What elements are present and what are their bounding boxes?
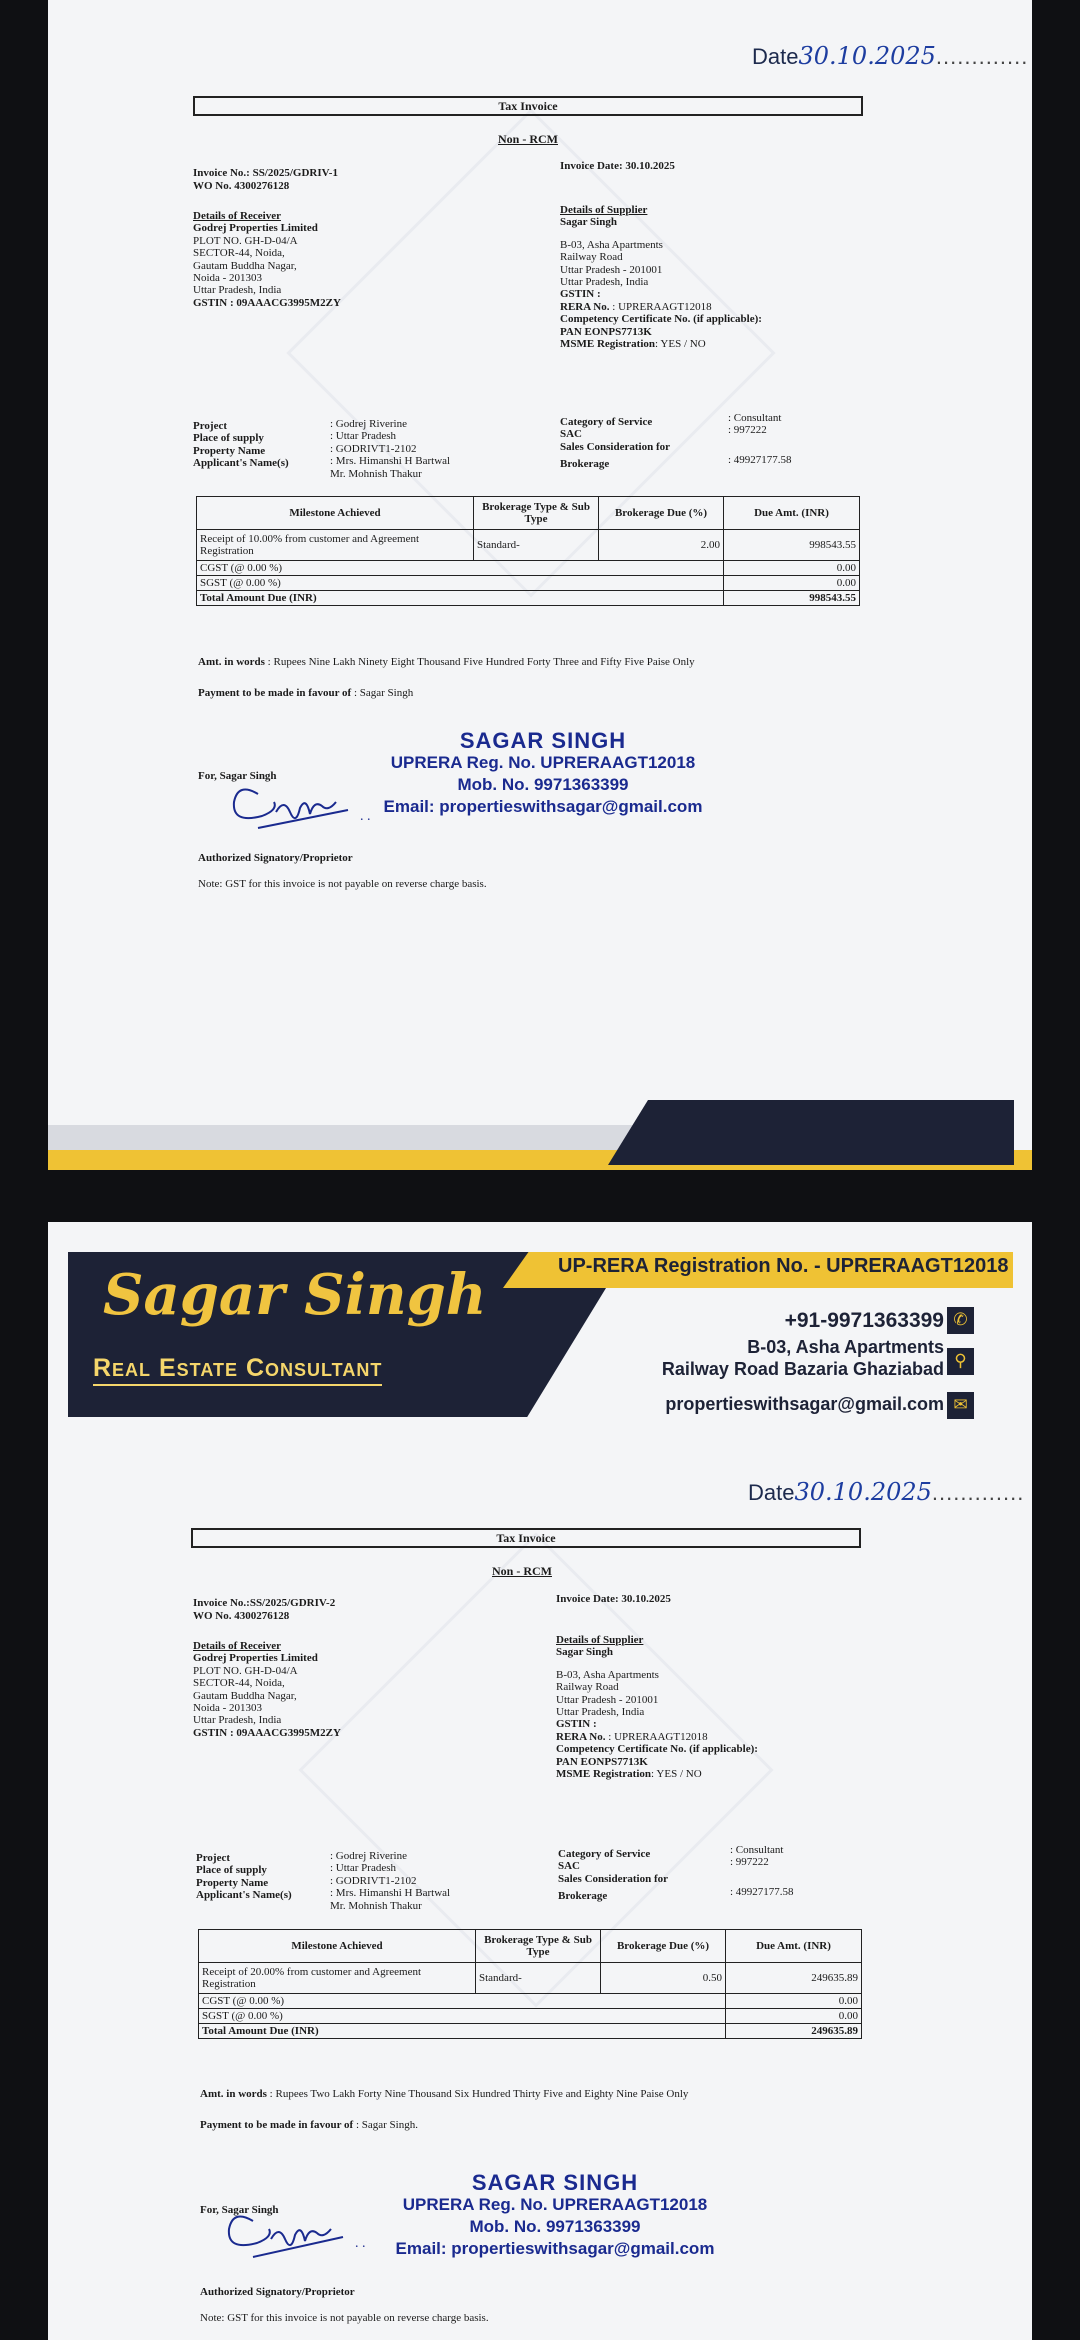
rera-banner-text: UP-RERA Registration No. - UPRERAAGT12018 xyxy=(558,1255,1009,1277)
brokerage-value: : 49927177.58 xyxy=(730,1885,794,1898)
project-labels xyxy=(196,1852,292,1902)
contact-address-1: B-03, Asha Apartments xyxy=(747,1337,944,1357)
place-of-supply-value: : Uttar Pradesh xyxy=(330,1862,396,1875)
supplier-line: B-03, Asha Apartments xyxy=(560,238,663,251)
handwritten-date: 30.10.2025 xyxy=(794,1478,932,1506)
sac-label: SAC xyxy=(558,1860,581,1873)
signature-stamp xyxy=(348,730,738,818)
table-row xyxy=(199,1963,862,1994)
invoice-page-2 xyxy=(48,1222,1032,2340)
place-of-supply-value: : Uttar Pradesh xyxy=(330,430,396,443)
receiver-line: PLOT NO. GH-D-04/A xyxy=(193,1664,298,1677)
signature-stamp xyxy=(360,2172,750,2260)
wo-number: WO No. 4300276128 xyxy=(193,1610,290,1622)
brokerage-value: : 49927177.58 xyxy=(728,453,792,466)
project-labels xyxy=(193,420,289,470)
supplier-heading: Details of Supplier xyxy=(560,204,648,216)
supplier-heading: Details of Supplier xyxy=(556,1634,644,1646)
table-header-row xyxy=(199,1930,862,1963)
pan-number: PAN EONPS7713K xyxy=(556,1755,648,1768)
rera-number: RERA No. : UPRERAAGT12018 xyxy=(556,1730,708,1743)
stamp-name: SAGAR SINGH xyxy=(471,2170,639,2195)
receiver-heading: Details of Receiver xyxy=(193,210,281,222)
project-value: : Godrej Riverine xyxy=(330,418,407,430)
brokerage-pct-cell: 2.00 xyxy=(599,530,724,561)
sgst-value: 0.00 xyxy=(726,2009,862,2024)
service-labels xyxy=(560,416,670,471)
project-label: Project xyxy=(196,1852,230,1864)
invoice-subtitle: Non - RCM xyxy=(492,1564,552,1578)
brokerage-label: Brokerage xyxy=(560,458,610,471)
supplier-block xyxy=(560,204,762,350)
place-of-supply-label: Place of supply xyxy=(196,1864,267,1877)
for-label: For, Sagar Singh xyxy=(200,2204,279,2216)
receiver-line: SECTOR-44, Noida, xyxy=(193,247,285,260)
milestone-table xyxy=(198,1929,862,2039)
svg-text:. .: . . xyxy=(355,2236,366,2251)
total-value: 998543.55 xyxy=(724,591,860,606)
supplier-gstin: GSTIN : xyxy=(560,288,601,301)
category-label: Category of Service xyxy=(558,1848,651,1860)
sac-value: : 997222 xyxy=(730,1856,769,1869)
column-header: Brokerage Due (%) xyxy=(599,497,724,530)
sgst-label: SGST (@ 0.00 %) xyxy=(199,2009,726,2024)
table-row xyxy=(197,530,860,561)
table-header-row xyxy=(197,497,860,530)
invoice-subtitle: Non - RCM xyxy=(498,132,558,146)
contact-email: propertieswithsagar@gmail.com xyxy=(665,1394,944,1414)
total-label: Total Amount Due (INR) xyxy=(199,2024,726,2039)
property-name-label: Property Name xyxy=(193,444,266,457)
svg-text:. .: . . xyxy=(360,809,371,824)
supplier-name: Sagar Singh xyxy=(560,216,617,229)
msme-registration: MSME Registration: YES / NO xyxy=(560,338,706,351)
msme-registration: MSME Registration: YES / NO xyxy=(556,1768,702,1781)
receiver-block xyxy=(193,1640,341,1739)
supplier-gstin: GSTIN : xyxy=(556,1718,597,1731)
sgst-label: SGST (@ 0.00 %) xyxy=(197,576,724,591)
receiver-name: Godrej Properties Limited xyxy=(193,222,318,235)
cgst-value: 0.00 xyxy=(724,561,860,576)
receiver-line: Gautam Buddha Nagar, xyxy=(193,259,297,272)
invoice-title: Tax Invoice xyxy=(193,96,863,116)
table-row xyxy=(199,2024,862,2039)
receiver-gstin: GSTIN : 09AAACG3995M2ZY xyxy=(193,1726,341,1739)
amount-in-words: Amt. in words : Rupees Nine Lakh Ninety Eight Thousand Five Hundred Forty Three and Fifty Five Paise Only xyxy=(198,656,695,668)
column-header: Due Amt. (INR) xyxy=(724,497,860,530)
stamp-reg: UPRERA Reg. No. UPRERAAGT12018 xyxy=(402,2195,708,2214)
applicant-label: Applicant's Name(s) xyxy=(193,457,289,470)
receiver-block xyxy=(193,210,341,309)
property-name-label: Property Name xyxy=(196,1876,269,1889)
supplier-line: Uttar Pradesh, India xyxy=(560,276,649,289)
receiver-line: Noida - 201303 xyxy=(193,272,263,285)
payment-favour: Payment to be made in favour of : Sagar Singh. xyxy=(200,2119,418,2131)
receiver-name: Godrej Properties Limited xyxy=(193,1652,318,1665)
invoice-date: Invoice Date: 30.10.2025 xyxy=(560,160,675,172)
brokerage-pct-cell: 0.50 xyxy=(601,1963,726,1994)
date-label: Date xyxy=(748,1480,795,1505)
authorized-signatory: Authorized Signatory/Proprietor xyxy=(198,852,353,864)
competency-certificate: Competency Certificate No. (if applicable): xyxy=(560,313,762,326)
service-values xyxy=(728,412,792,466)
cgst-label: CGST (@ 0.00 %) xyxy=(197,561,724,576)
column-header: Due Amt. (INR) xyxy=(726,1930,862,1963)
column-header: Milestone Achieved xyxy=(197,497,474,530)
service-labels xyxy=(558,1848,668,1903)
receiver-gstin: GSTIN : 09AAACG3995M2ZY xyxy=(193,296,341,309)
contact-phone: +91-9971363399 xyxy=(784,1309,944,1332)
project-values xyxy=(330,1850,450,1912)
category-label: Category of Service xyxy=(560,416,653,428)
authorized-signatory: Authorized Signatory/Proprietor xyxy=(200,2286,355,2298)
supplier-line: Railway Road xyxy=(560,251,623,264)
gst-note: Note: GST for this invoice is not payable on reverse charge basis. xyxy=(198,878,487,890)
brand-tagline-text: Real Estate Consultant xyxy=(93,1354,383,1382)
place-of-supply-label: Place of supply xyxy=(193,432,264,445)
brokerage-label: Brokerage xyxy=(558,1890,608,1903)
table-row xyxy=(197,576,860,591)
supplier-name: Sagar Singh xyxy=(556,1646,613,1659)
supplier-line: Uttar Pradesh - 201001 xyxy=(556,1693,659,1706)
sales-consideration-label: Sales Consideration for xyxy=(558,1872,668,1885)
envelope-icon: ✉ xyxy=(947,1392,974,1419)
pan-number: PAN EONPS7713K xyxy=(560,325,652,338)
milestone-cell: Receipt of 10.00% from customer and Agreement Registration xyxy=(197,530,474,561)
receiver-line: SECTOR-44, Noida, xyxy=(193,1677,285,1690)
supplier-block xyxy=(556,1634,758,1780)
cgst-value: 0.00 xyxy=(726,1994,862,2009)
receiver-line: Gautam Buddha Nagar, xyxy=(193,1689,297,1702)
sales-consideration-label: Sales Consideration for xyxy=(560,440,670,453)
applicant-value: : Mrs. Himanshi H Bartwal xyxy=(330,455,451,468)
location-pin-icon: ⚲ xyxy=(947,1348,974,1375)
property-name-value: : GODRIVT1-2102 xyxy=(330,442,417,455)
property-name-value: : GODRIVT1-2102 xyxy=(330,1874,417,1887)
brokerage-type-cell: Standard- xyxy=(474,530,599,561)
supplier-line: Railway Road xyxy=(556,1681,619,1694)
stamp-email: Email: propertieswithsagar@gmail.com xyxy=(395,2239,715,2258)
cgst-label: CGST (@ 0.00 %) xyxy=(199,1994,726,2009)
project-values xyxy=(330,418,450,480)
receiver-line: Noida - 201303 xyxy=(193,1702,263,1715)
competency-certificate: Competency Certificate No. (if applicable): xyxy=(556,1743,758,1756)
supplier-line: B-03, Asha Apartments xyxy=(556,1668,659,1681)
for-label: For, Sagar Singh xyxy=(198,770,277,782)
service-values xyxy=(730,1844,794,1898)
brokerage-type-cell: Standard- xyxy=(476,1963,601,1994)
date-dots: ............. xyxy=(935,44,1029,69)
receiver-heading: Details of Receiver xyxy=(193,1640,281,1652)
invoice-date-line xyxy=(752,42,1028,70)
applicant-second: Mr. Mohnish Thakur xyxy=(330,467,422,480)
due-amount-cell: 249635.89 xyxy=(726,1963,862,1994)
contact-address-2: Railway Road Bazaria Ghaziabad xyxy=(661,1359,944,1379)
due-amount-cell: 998543.55 xyxy=(724,530,860,561)
total-value: 249635.89 xyxy=(726,2024,862,2039)
stamp-email: Email: propertieswithsagar@gmail.com xyxy=(383,797,703,816)
applicant-second: Mr. Mohnish Thakur xyxy=(330,1899,422,1912)
milestone-cell: Receipt of 20.00% from customer and Agreement Registration xyxy=(199,1963,476,1994)
rera-number: RERA No. : UPRERAAGT12018 xyxy=(560,300,712,313)
amount-in-words: Amt. in words : Rupees Two Lakh Forty Nine Thousand Six Hundred Thirty Five and Eighty Nine Paise Only xyxy=(200,2088,689,2100)
table-row xyxy=(197,591,860,606)
invoice-date-line xyxy=(748,1478,1024,1506)
footer-decoration xyxy=(48,1090,1032,1170)
category-value: : Consultant xyxy=(728,412,782,424)
phone-icon: ✆ xyxy=(947,1307,974,1334)
brand-tagline xyxy=(93,1354,382,1386)
invoice-date: Invoice Date: 30.10.2025 xyxy=(556,1593,671,1605)
applicant-value: : Mrs. Himanshi H Bartwal xyxy=(330,1887,451,1900)
table-row xyxy=(199,1994,862,2009)
stamp-reg: UPRERA Reg. No. UPRERAAGT12018 xyxy=(390,753,696,772)
invoice-number: Invoice No.:SS/2025/GDRIV-2 xyxy=(193,1597,336,1609)
sac-value: : 997222 xyxy=(728,424,767,437)
receiver-line: PLOT NO. GH-D-04/A xyxy=(193,234,298,247)
table-row xyxy=(199,2009,862,2024)
column-header: Brokerage Type & Sub Type xyxy=(476,1930,601,1963)
invoice-title: Tax Invoice xyxy=(191,1528,861,1548)
stamp-name: SAGAR SINGH xyxy=(459,728,627,753)
project-value: : Godrej Riverine xyxy=(330,1850,407,1862)
column-header: Brokerage Due (%) xyxy=(601,1930,726,1963)
category-value: : Consultant xyxy=(730,1844,784,1856)
supplier-line: Uttar Pradesh, India xyxy=(556,1706,645,1719)
project-label: Project xyxy=(193,420,227,432)
date-dots: ............. xyxy=(931,1480,1025,1505)
handwritten-date: 30.10.2025 xyxy=(798,42,936,70)
payment-favour: Payment to be made in favour of : Sagar Singh xyxy=(198,687,414,699)
invoice-number: Invoice No.: SS/2025/GDRIV-1 xyxy=(193,167,338,179)
total-label: Total Amount Due (INR) xyxy=(197,591,724,606)
sgst-value: 0.00 xyxy=(724,576,860,591)
column-header: Brokerage Type & Sub Type xyxy=(474,497,599,530)
receiver-line: Uttar Pradesh, India xyxy=(193,284,282,297)
brand-name: Sagar Singh xyxy=(103,1262,487,1328)
wo-number: WO No. 4300276128 xyxy=(193,180,290,192)
milestone-table xyxy=(196,496,860,606)
sac-label: SAC xyxy=(560,428,583,441)
date-label: Date xyxy=(752,44,799,69)
invoice-page-1 xyxy=(48,0,1032,1170)
supplier-line: Uttar Pradesh - 201001 xyxy=(560,263,663,276)
gst-note: Note: GST for this invoice is not payable on reverse charge basis. xyxy=(200,2312,489,2324)
applicant-label: Applicant's Name(s) xyxy=(196,1889,292,1902)
column-header: Milestone Achieved xyxy=(199,1930,476,1963)
stamp-mobile: Mob. No. 9971363399 xyxy=(457,775,629,794)
table-row xyxy=(197,561,860,576)
receiver-line: Uttar Pradesh, India xyxy=(193,1714,282,1727)
stamp-mobile: Mob. No. 9971363399 xyxy=(469,2217,641,2236)
